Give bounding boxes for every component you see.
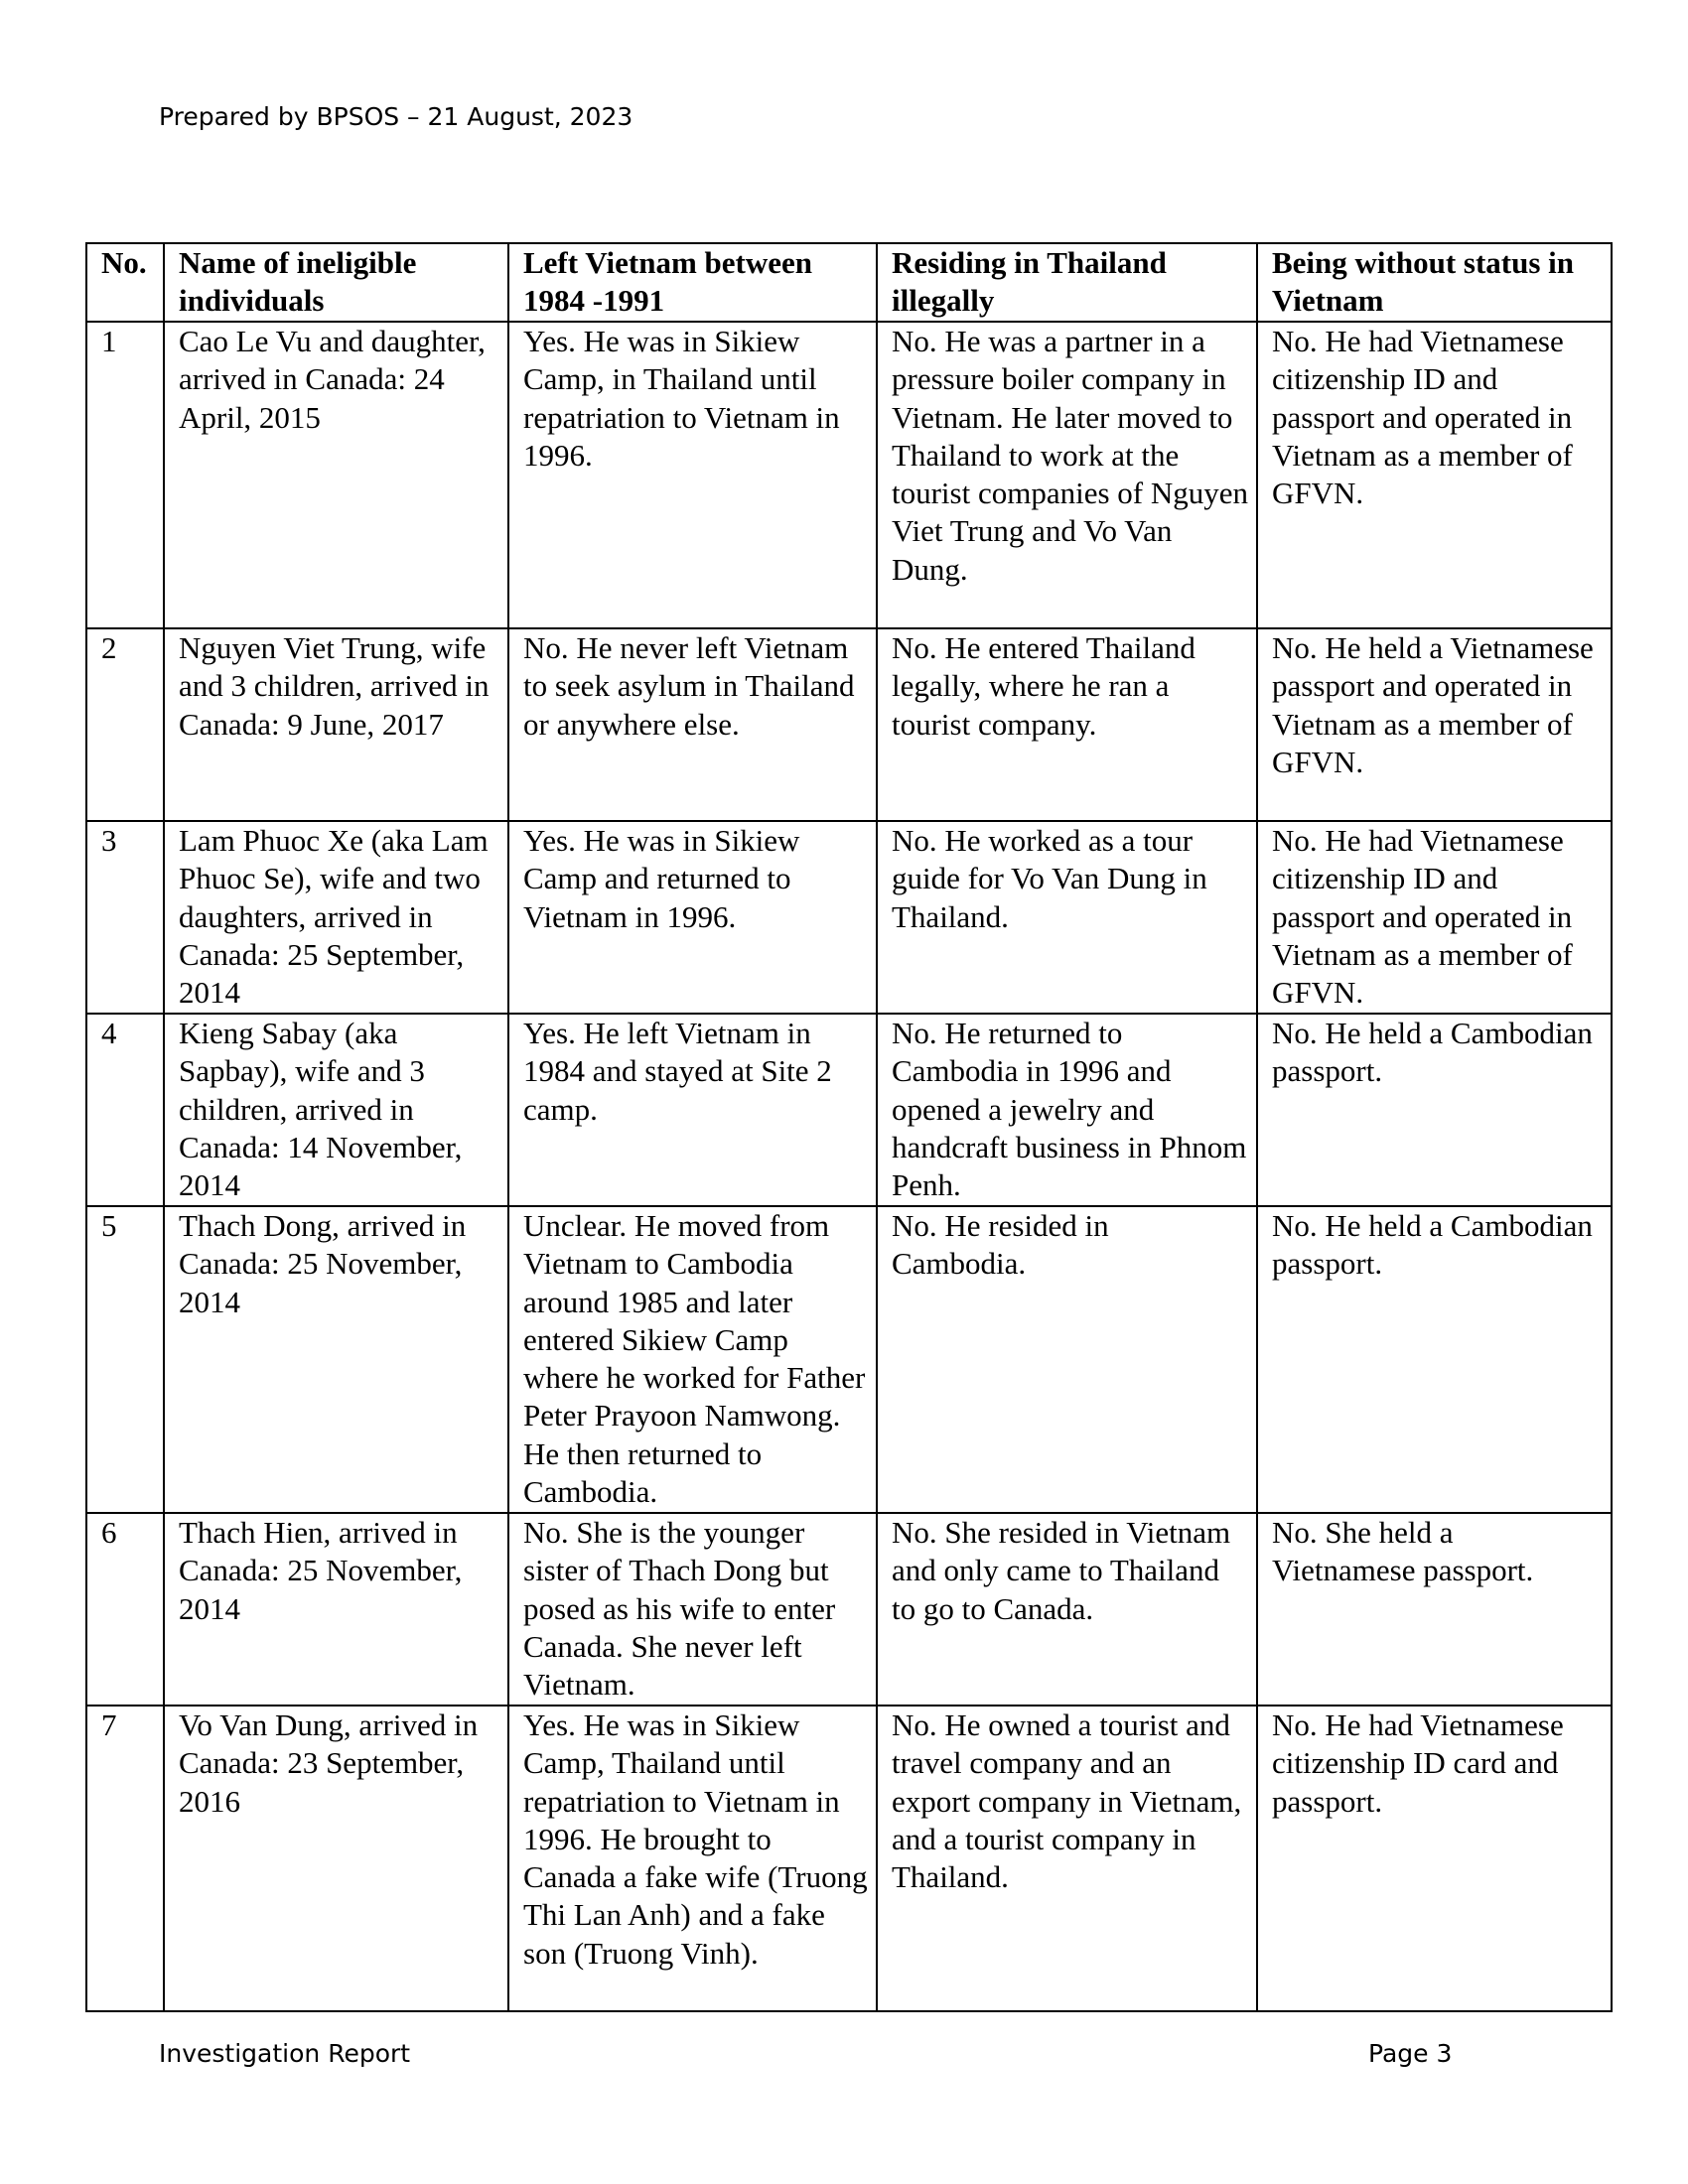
cell-without-status: No. He held a Vietnamese passport and operated in Vietnam as a member of GFVN. bbox=[1257, 628, 1612, 821]
cell-no: 7 bbox=[86, 1706, 164, 2011]
cell-left-vietnam: No. He never left Vietnam to seek asylum in Thailand or anywhere else. bbox=[508, 628, 877, 821]
cell-no: 2 bbox=[86, 628, 164, 821]
cell-residing-thailand: No. He was a partner in a pressure boiler company in Vietnam. He later moved to Thailand to work at the tourist companies of Nguyen Viet Trung and Vo Van Dung. bbox=[877, 322, 1257, 628]
column-header-left-vietnam: Left Vietnam between 1984 -1991 bbox=[508, 243, 877, 322]
column-header-without-status: Being without status in Vietnam bbox=[1257, 243, 1612, 322]
cell-without-status: No. She held a Vietnamese passport. bbox=[1257, 1513, 1612, 1706]
table-row bbox=[86, 322, 1612, 628]
cell-no: 6 bbox=[86, 1513, 164, 1706]
column-header-name: Name of ineligible individuals bbox=[164, 243, 508, 322]
cell-name: Kieng Sabay (aka Sapbay), wife and 3 children, arrived in Canada: 14 November, 2014 bbox=[164, 1014, 508, 1206]
cell-name: Vo Van Dung, arrived in Canada: 23 September, 2016 bbox=[164, 1706, 508, 2011]
cell-residing-thailand: No. He entered Thailand legally, where he ran a tourist company. bbox=[877, 628, 1257, 821]
cell-left-vietnam: Yes. He was in Sikiew Camp, in Thailand until repatriation to Vietnam in 1996. bbox=[508, 322, 877, 628]
cell-left-vietnam: Unclear. He moved from Vietnam to Cambodia around 1985 and later entered Sikiew Camp where he worked for Father Peter Prayoon Namwong. He then returned to Cambodia. bbox=[508, 1206, 877, 1513]
cell-no: 1 bbox=[86, 322, 164, 628]
cell-name: Thach Hien, arrived in Canada: 25 November, 2014 bbox=[164, 1513, 508, 1706]
cell-residing-thailand: No. He returned to Cambodia in 1996 and opened a jewelry and handcraft business in Phnom Penh. bbox=[877, 1014, 1257, 1206]
cell-no: 5 bbox=[86, 1206, 164, 1513]
footer-report-title: Investigation Report bbox=[159, 2039, 411, 2068]
cell-name: Lam Phuoc Xe (aka Lam Phuoc Se), wife and two daughters, arrived in Canada: 25 September, 2014 bbox=[164, 821, 508, 1014]
table-row bbox=[86, 1513, 1612, 1706]
ineligible-individuals-table bbox=[85, 242, 1613, 2012]
cell-residing-thailand: No. She resided in Vietnam and only came to Thailand to go to Canada. bbox=[877, 1513, 1257, 1706]
cell-no: 3 bbox=[86, 821, 164, 1014]
cell-name: Cao Le Vu and daughter, arrived in Canada: 24 April, 2015 bbox=[164, 322, 508, 628]
cell-name: Thach Dong, arrived in Canada: 25 November, 2014 bbox=[164, 1206, 508, 1513]
column-header-residing-thailand: Residing in Thailand illegally bbox=[877, 243, 1257, 322]
cell-residing-thailand: No. He owned a tourist and travel company and an export company in Vietnam, and a tourist company in Thailand. bbox=[877, 1706, 1257, 2011]
page-header: Prepared by BPSOS – 21 August, 2023 bbox=[159, 102, 633, 131]
cell-without-status: No. He held a Cambodian passport. bbox=[1257, 1206, 1612, 1513]
cell-no: 4 bbox=[86, 1014, 164, 1206]
column-header-no: No. bbox=[86, 243, 164, 322]
cell-residing-thailand: No. He resided in Cambodia. bbox=[877, 1206, 1257, 1513]
cell-left-vietnam: Yes. He was in Sikiew Camp and returned to Vietnam in 1996. bbox=[508, 821, 877, 1014]
cell-name: Nguyen Viet Trung, wife and 3 children, arrived in Canada: 9 June, 2017 bbox=[164, 628, 508, 821]
table-row bbox=[86, 1706, 1612, 2011]
cell-left-vietnam: Yes. He left Vietnam in 1984 and stayed at Site 2 camp. bbox=[508, 1014, 877, 1206]
table-row bbox=[86, 821, 1612, 1014]
cell-without-status: No. He held a Cambodian passport. bbox=[1257, 1014, 1612, 1206]
table-header-row bbox=[86, 243, 1612, 322]
table-row bbox=[86, 1206, 1612, 1513]
cell-left-vietnam: No. She is the younger sister of Thach Dong but posed as his wife to enter Canada. She never left Vietnam. bbox=[508, 1513, 877, 1706]
footer-page-number: Page 3 bbox=[1368, 2039, 1453, 2068]
table-row bbox=[86, 1014, 1612, 1206]
cell-left-vietnam: Yes. He was in Sikiew Camp, Thailand until repatriation to Vietnam in 1996. He brought to Canada a fake wife (Truong Thi Lan Anh) and a fake son (Truong Vinh). bbox=[508, 1706, 877, 2011]
cell-residing-thailand: No. He worked as a tour guide for Vo Van Dung in Thailand. bbox=[877, 821, 1257, 1014]
cell-without-status: No. He had Vietnamese citizenship ID and passport and operated in Vietnam as a member of GFVN. bbox=[1257, 322, 1612, 628]
table-row bbox=[86, 628, 1612, 821]
cell-without-status: No. He had Vietnamese citizenship ID and passport and operated in Vietnam as a member of GFVN. bbox=[1257, 821, 1612, 1014]
cell-without-status: No. He had Vietnamese citizenship ID card and passport. bbox=[1257, 1706, 1612, 2011]
